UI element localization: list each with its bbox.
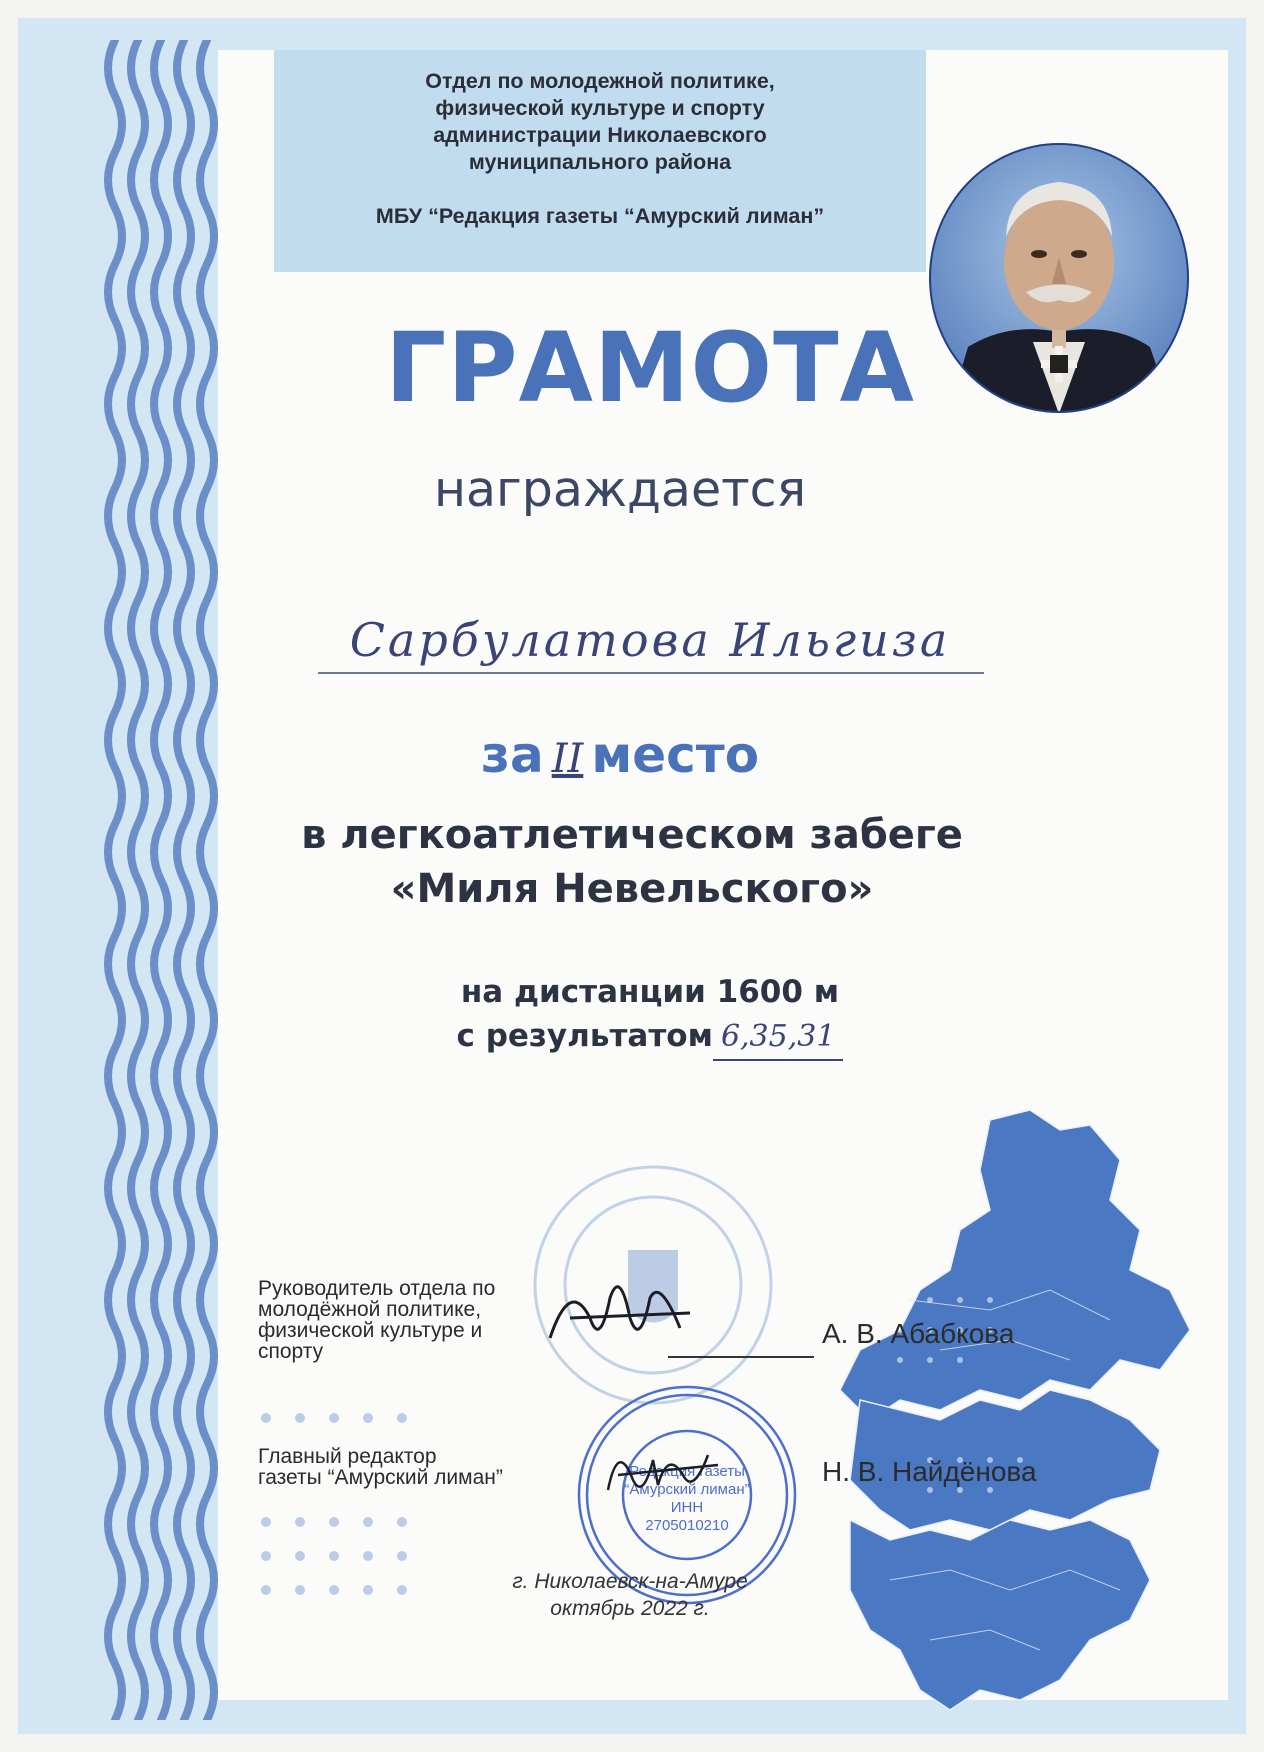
- stamp-line: 2705010210: [645, 1517, 729, 1534]
- signatory-name: А. В. Абабкова: [822, 1318, 1015, 1349]
- signatory-title-line: газеты “Амурский лиман”: [258, 1466, 503, 1489]
- signatory-title-line: спорту: [258, 1340, 324, 1363]
- place-suffix: место: [591, 726, 760, 784]
- footer-date: октябрь 2022 г.: [550, 1597, 710, 1620]
- issuer-header: [274, 68, 926, 230]
- signature-first: [540, 1258, 700, 1358]
- signature-second: [598, 1430, 728, 1510]
- distance-text: на дистанции 1600 м: [460, 974, 840, 1010]
- signatory-title-line: молодёжной политике,: [258, 1298, 482, 1321]
- portrait-image: [928, 142, 1190, 414]
- signature-line: [668, 1356, 814, 1358]
- footer-place-date: [480, 1568, 780, 1622]
- issuer-line: администрации Николаевского: [433, 123, 767, 147]
- publisher-name: МБУ “Редакция газеты “Амурский лиман”: [375, 204, 825, 228]
- footer-place: г. Николаевск-на-Амуре: [512, 1570, 748, 1593]
- result-label: с результатом: [456, 1018, 713, 1054]
- signatory-title: [258, 1446, 503, 1488]
- certificate-title: ГРАМОТА: [385, 312, 915, 424]
- stamp-line: ИНН: [670, 1499, 704, 1516]
- issuer-line: Отдел по молодежной политике,: [425, 69, 775, 93]
- stamp-line: Редакция газеты: [629, 1463, 745, 1480]
- signatory-title-line: Главный редактор: [258, 1445, 437, 1468]
- issuer-line: муниципального района: [468, 150, 732, 174]
- signatory-title: [258, 1278, 495, 1362]
- recipient-underline: [318, 672, 984, 674]
- wave-border-decoration: [90, 40, 220, 1720]
- signatory-name: Н. В. Найдёнова: [822, 1456, 1037, 1487]
- stamp-line: “Амурский лиман”: [624, 1481, 750, 1498]
- result-value: 6,35,31: [713, 1015, 844, 1061]
- issuer-line: физической культуре и спорту: [435, 96, 765, 120]
- distance-block: [440, 970, 860, 1061]
- result-row: [440, 1014, 860, 1061]
- event-description: [262, 808, 1002, 916]
- place-value: II: [551, 736, 584, 782]
- recipient-name: Сарбулатова Ильгиза: [349, 613, 951, 667]
- event-name: «Миля Невельского»: [390, 866, 874, 912]
- place-prefix: за: [480, 726, 544, 784]
- signatory-title-line: Руководитель отдела по: [258, 1277, 496, 1300]
- event-line: в легкоатлетическом забеге: [301, 812, 963, 858]
- place-line: [380, 725, 860, 789]
- region-map-image: [790, 1100, 1210, 1720]
- signatory-title-line: физической культуре и: [258, 1319, 483, 1342]
- dots-decoration: [258, 1410, 433, 1620]
- awarded-label: награждается: [433, 461, 807, 518]
